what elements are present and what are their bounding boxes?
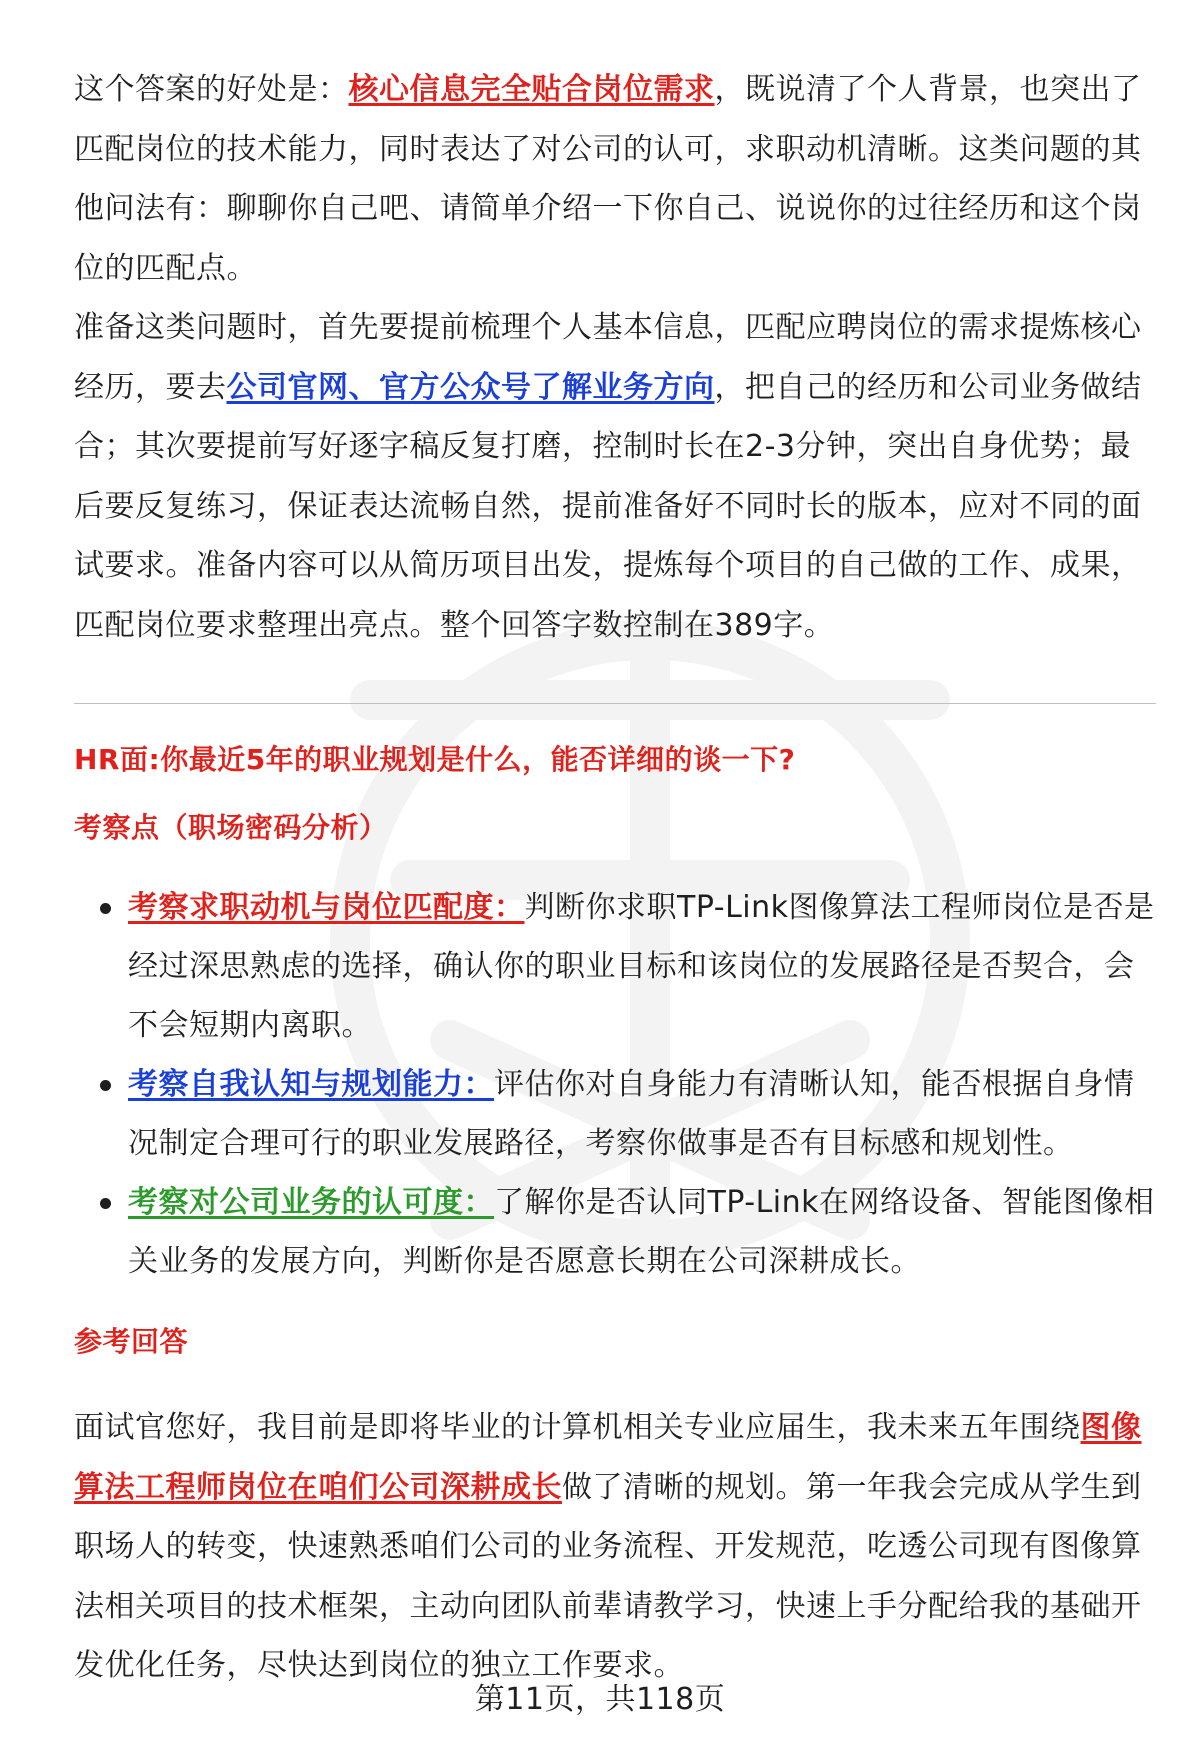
bullet-dot-icon bbox=[100, 1080, 111, 1091]
point-label: 考察求职动机与岗位匹配度： bbox=[128, 890, 525, 925]
answer-section bbox=[74, 1398, 1156, 1696]
answer-text-b: 做了清晰的规划。第一年我会完成从学生到职场人的转变，快速熟悉咱们公司的业务流程、开发规范，吃透公司现有图像算法相关项目的技术框架，主动向团队前辈请教学习，快速上手分配给我的基础开发优化任务，尽快达到岗位的独立工作要求。 bbox=[74, 1469, 1142, 1683]
section-divider bbox=[74, 703, 1156, 704]
points-list bbox=[74, 878, 1156, 1291]
point-label: 考察自我认知与规划能力： bbox=[128, 1067, 494, 1102]
intro-p1-text-b: ，既说清了个人背景，也突出了匹配岗位的技术能力，同时表达了对公司的认可，求职动机清晰。这类问题的其他问法有：聊聊你自己吧、请简单介绍一下你自己、说说你的过往经历和这个岗位的匹配点。 bbox=[74, 72, 1142, 286]
intro-p2-text-b: ，把自己的经历和公司业务做结合；其次要提前写好逐字稿反复打磨，控制时长在2-3分钟，突出自身优势；最后要反复练习，保证表达流畅自然，提前准备好不同时长的版本，应对不同的面试要求。准备内容可以从简历项目出发，提炼每个项目的自己做的工作、成果，匹配岗位要求整理出亮点。整个回答字数控制在389字。 bbox=[74, 369, 1142, 643]
list-item bbox=[74, 1173, 1156, 1291]
page-number: 第11页，共118页 bbox=[474, 1682, 726, 1717]
bullet-dot-icon bbox=[100, 903, 111, 914]
point-text: 判断你求职TP-Link图像算法工程师岗位是否是经过深思熟虑的选择，确认你的职业目标和该岗位的发展路径是否契合，会不会短期内离职。 bbox=[128, 890, 1155, 1043]
points-heading: 考察点（职场密码分析） bbox=[74, 811, 388, 844]
point-label: 考察对公司业务的认可度： bbox=[128, 1185, 494, 1220]
list-item bbox=[74, 878, 1156, 1055]
intro-p1-text-a: 这个答案的好处是： bbox=[74, 72, 349, 107]
point-text: 了解你是否认同TP-Link在网络设备、智能图像相关业务的发展方向，判断你是否愿意长期在公司深耕成长。 bbox=[128, 1185, 1155, 1279]
point-text: 评估你对自身能力有清晰认知，能否根据自身情况制定合理可行的职业发展路径，考察你做事是否有目标感和规划性。 bbox=[128, 1067, 1135, 1161]
intro-p2-text-a: 准备这类问题时，首先要提前梳理个人基本信息，匹配应聘岗位的需求提炼核心经历，要去 bbox=[74, 310, 1142, 405]
question-title: HR面:你最近5年的职业规划是什么，能否详细的谈一下? bbox=[74, 743, 796, 776]
answer-highlight: 图像算法工程师岗位在咱们公司深耕成长 bbox=[74, 1410, 1142, 1505]
intro-paragraph-2 bbox=[74, 298, 1154, 655]
list-item bbox=[74, 1055, 1156, 1173]
intro-section bbox=[74, 60, 1154, 655]
bullet-dot-icon bbox=[100, 1198, 111, 1209]
intro-p2-highlight: 公司官网、官方公众号了解业务方向 bbox=[226, 369, 715, 405]
answer-heading: 参考回答 bbox=[74, 1325, 189, 1358]
answer-paragraph bbox=[74, 1398, 1156, 1696]
intro-paragraph-1 bbox=[74, 60, 1154, 298]
answer-text-a: 面试官您好，我目前是即将毕业的计算机相关专业应届生，我未来五年围绕 bbox=[74, 1410, 1081, 1445]
intro-p1-highlight: 核心信息完全贴合岗位需求 bbox=[348, 72, 715, 107]
